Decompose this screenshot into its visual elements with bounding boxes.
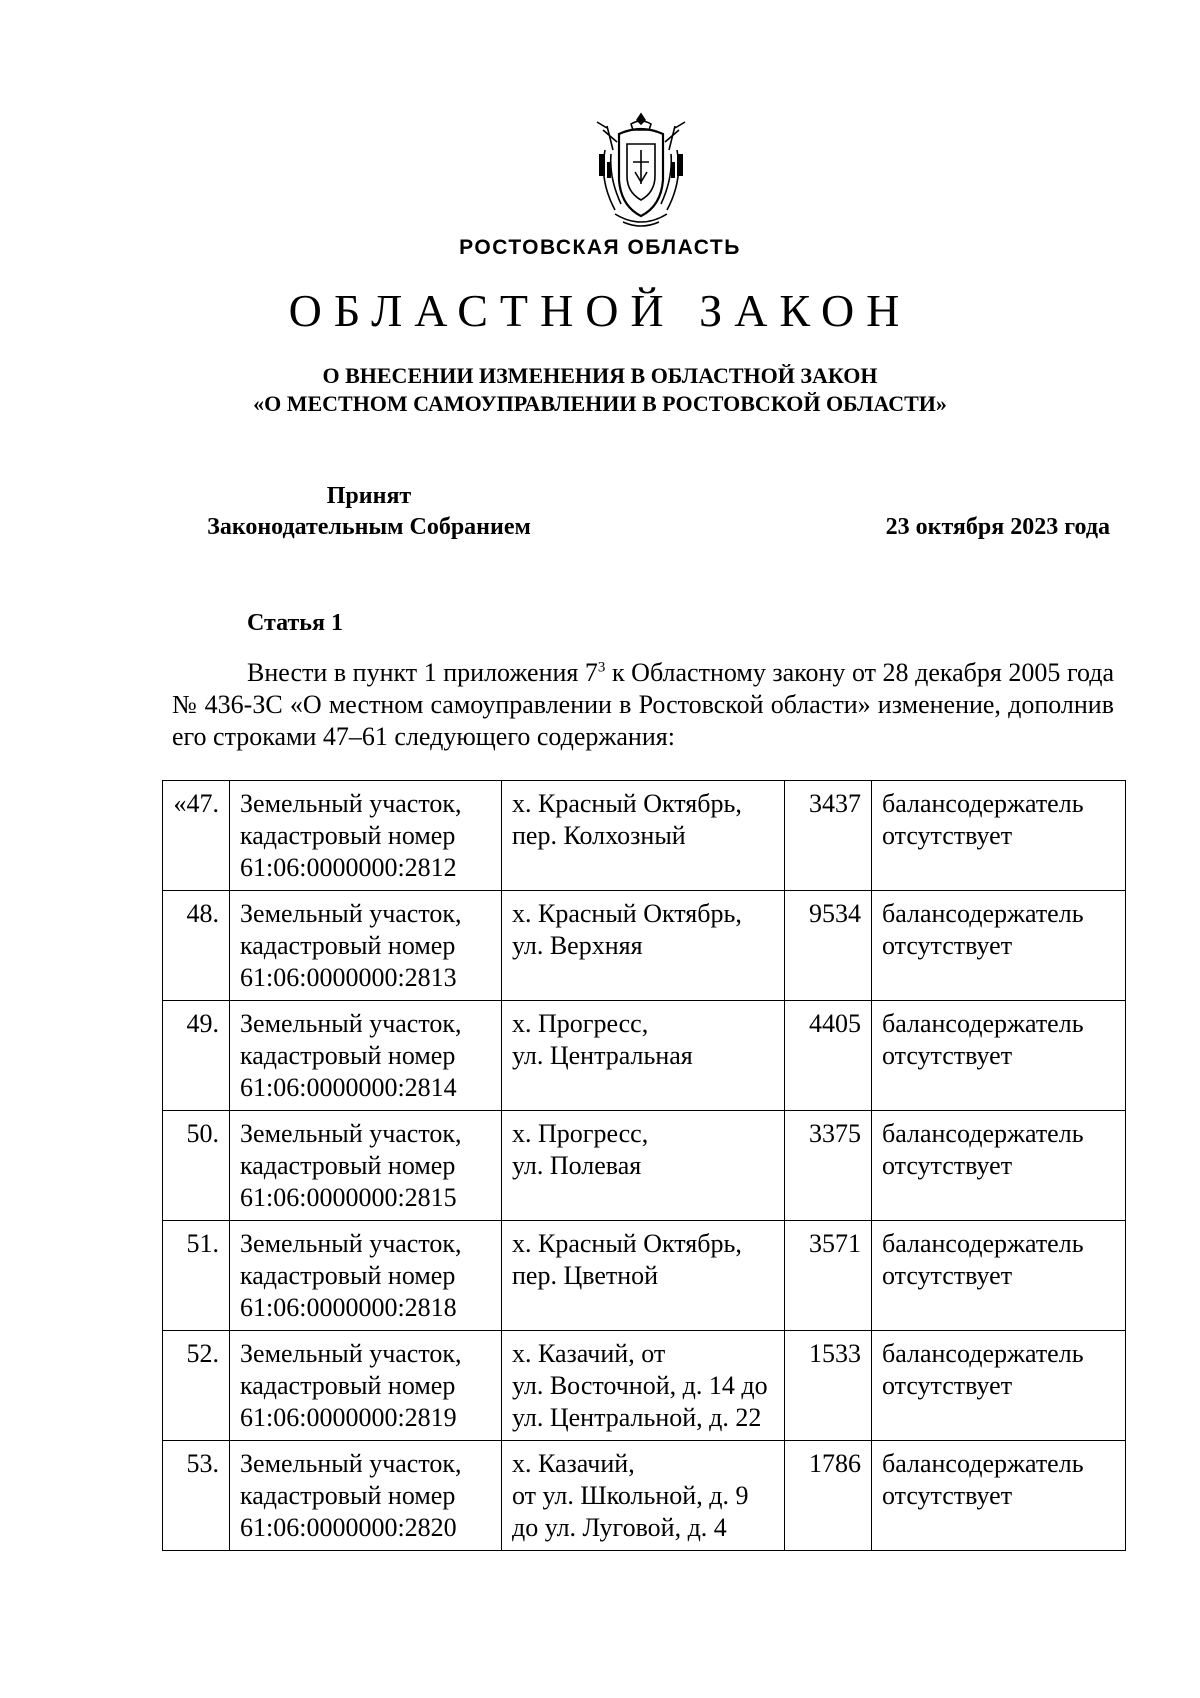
object-description-line: 61:06:0000000:2818: [240, 1293, 457, 1322]
object-note-line: балансодержатель: [882, 1119, 1084, 1148]
object-address: [502, 1001, 785, 1111]
object-address-line: х. Красный Октябрь,: [512, 899, 742, 928]
rostov-coat-of-arms-icon: [593, 110, 689, 236]
object-area: 9534: [785, 891, 872, 1001]
article-title: Статья 1: [247, 610, 343, 636]
row-number: 51.: [163, 1221, 230, 1331]
object-description-line: кадастровый номер: [240, 931, 456, 960]
object-address: [502, 1331, 785, 1441]
object-description: [230, 891, 502, 1001]
object-note-line: отсутствует: [882, 821, 1013, 850]
adoption-label-line-2: Законодательным Собранием: [207, 514, 531, 540]
object-address-line: ул. Верхняя: [512, 931, 643, 960]
adoption-date: 23 октября 2023 года: [885, 514, 1110, 540]
adoption-label-line-1: Принят: [326, 483, 412, 509]
object-note-line: балансодержатель: [882, 789, 1084, 818]
row-number: 50.: [163, 1111, 230, 1221]
object-note: [872, 1111, 1126, 1221]
object-note-line: отсутствует: [882, 1261, 1013, 1290]
object-note-line: отсутствует: [882, 1151, 1013, 1180]
object-description-line: 61:06:0000000:2813: [240, 963, 457, 992]
object-note-line: балансодержатель: [882, 1009, 1084, 1038]
object-description: [230, 1441, 502, 1551]
object-address-line: х. Красный Октябрь,: [512, 789, 742, 818]
object-address-line: х. Красный Октябрь,: [512, 1229, 742, 1258]
object-description-line: кадастровый номер: [240, 1151, 456, 1180]
object-note-line: балансодержатель: [882, 1339, 1084, 1368]
object-address-line: пер. Цветной: [512, 1261, 659, 1290]
object-description-line: кадастровый номер: [240, 1041, 456, 1070]
law-subject: [0, 362, 1200, 418]
article-text-after: к Областному закону от 28 декабря 2005 года № 436-ЗС «О местном самоуправлении в Ростовской области» изменение, дополнив его строками 47–61 следующего содержания:: [172, 658, 1114, 751]
object-description: [230, 1331, 502, 1441]
object-note-line: балансодержатель: [882, 899, 1084, 928]
object-address: [502, 1221, 785, 1331]
object-area: 3375: [785, 1111, 872, 1221]
law-subject-line-2: «О МЕСТНОМ САМОУПРАВЛЕНИИ В РОСТОВСКОЙ ОБЛАСТИ»: [253, 391, 947, 416]
object-address-line: х. Казачий, от: [512, 1339, 666, 1368]
object-address-line: пер. Колхозный: [512, 821, 686, 850]
table-row: [163, 1331, 1126, 1441]
object-note-line: балансодержатель: [882, 1449, 1084, 1478]
object-address-line: ул. Центральной, д. 22: [512, 1403, 762, 1432]
table-row: [163, 1001, 1126, 1111]
object-description-line: Земельный участок,: [240, 899, 462, 928]
object-address-line: х. Казачий,: [512, 1449, 635, 1478]
article-superscript: 3: [597, 659, 606, 676]
object-description-line: 61:06:0000000:2812: [240, 853, 457, 882]
article-text-before: Внести в пункт 1 приложения 7: [247, 658, 598, 687]
object-note: [872, 781, 1126, 891]
object-description: [230, 1221, 502, 1331]
object-note: [872, 1331, 1126, 1441]
law-subject-line-1: О ВНЕСЕНИИ ИЗМЕНЕНИЯ В ОБЛАСТНОЙ ЗАКОН: [322, 363, 878, 388]
row-number: 49.: [163, 1001, 230, 1111]
object-area: 3571: [785, 1221, 872, 1331]
object-note: [872, 1221, 1126, 1331]
object-note: [872, 1001, 1126, 1111]
object-note-line: отсутствует: [882, 1041, 1013, 1070]
object-description-line: Земельный участок,: [240, 1229, 462, 1258]
object-area: 1533: [785, 1331, 872, 1441]
table-row: [163, 781, 1126, 891]
object-description-line: Земельный участок,: [240, 1119, 462, 1148]
object-address: [502, 1111, 785, 1221]
object-description-line: 61:06:0000000:2814: [240, 1073, 457, 1102]
object-description-line: 61:06:0000000:2815: [240, 1183, 457, 1212]
object-note: [872, 1441, 1126, 1551]
object-description-line: кадастровый номер: [240, 1261, 456, 1290]
row-number: 53.: [163, 1441, 230, 1551]
object-description: [230, 1111, 502, 1221]
object-area: 4405: [785, 1001, 872, 1111]
table-row: [163, 1111, 1126, 1221]
row-number: «47.: [163, 781, 230, 891]
object-address: [502, 781, 785, 891]
objects-table-body: [163, 781, 1126, 1551]
adoption-label: [174, 481, 564, 543]
law-type-title: ОБЛАСТНОЙ ЗАКОН: [288, 285, 912, 336]
article-body: [172, 657, 1114, 753]
objects-table: [162, 780, 1126, 1551]
object-area: 1786: [785, 1441, 872, 1551]
object-description-line: 61:06:0000000:2819: [240, 1403, 457, 1432]
object-address-line: х. Прогресс,: [512, 1119, 649, 1148]
object-description: [230, 1001, 502, 1111]
object-description-line: кадастровый номер: [240, 1371, 456, 1400]
object-address-line: ул. Центральная: [512, 1041, 693, 1070]
object-description-line: кадастровый номер: [240, 821, 456, 850]
object-description-line: Земельный участок,: [240, 1009, 462, 1038]
object-description-line: Земельный участок,: [240, 1449, 462, 1478]
object-note-line: отсутствует: [882, 931, 1013, 960]
object-description-line: кадастровый номер: [240, 1481, 456, 1510]
object-note-line: отсутствует: [882, 1371, 1013, 1400]
object-address: [502, 891, 785, 1001]
region-name: РОСТОВСКАЯ ОБЛАСТЬ: [459, 236, 741, 259]
object-description-line: Земельный участок,: [240, 1339, 462, 1368]
object-note: [872, 891, 1126, 1001]
object-address-line: ул. Восточной, д. 14 до: [512, 1371, 768, 1400]
object-area: 3437: [785, 781, 872, 891]
object-address: [502, 1441, 785, 1551]
object-note-line: отсутствует: [882, 1481, 1013, 1510]
table-row: [163, 1441, 1126, 1551]
object-note-line: балансодержатель: [882, 1229, 1084, 1258]
object-description-line: 61:06:0000000:2820: [240, 1513, 457, 1542]
row-number: 48.: [163, 891, 230, 1001]
object-address-line: х. Прогресс,: [512, 1009, 649, 1038]
table-row: [163, 891, 1126, 1001]
object-description-line: Земельный участок,: [240, 789, 462, 818]
object-description: [230, 781, 502, 891]
object-address-line: от ул. Школьной, д. 9: [512, 1481, 749, 1510]
row-number: 52.: [163, 1331, 230, 1441]
object-address-line: до ул. Луговой, д. 4: [512, 1513, 727, 1542]
object-address-line: ул. Полевая: [512, 1151, 642, 1180]
table-row: [163, 1221, 1126, 1331]
